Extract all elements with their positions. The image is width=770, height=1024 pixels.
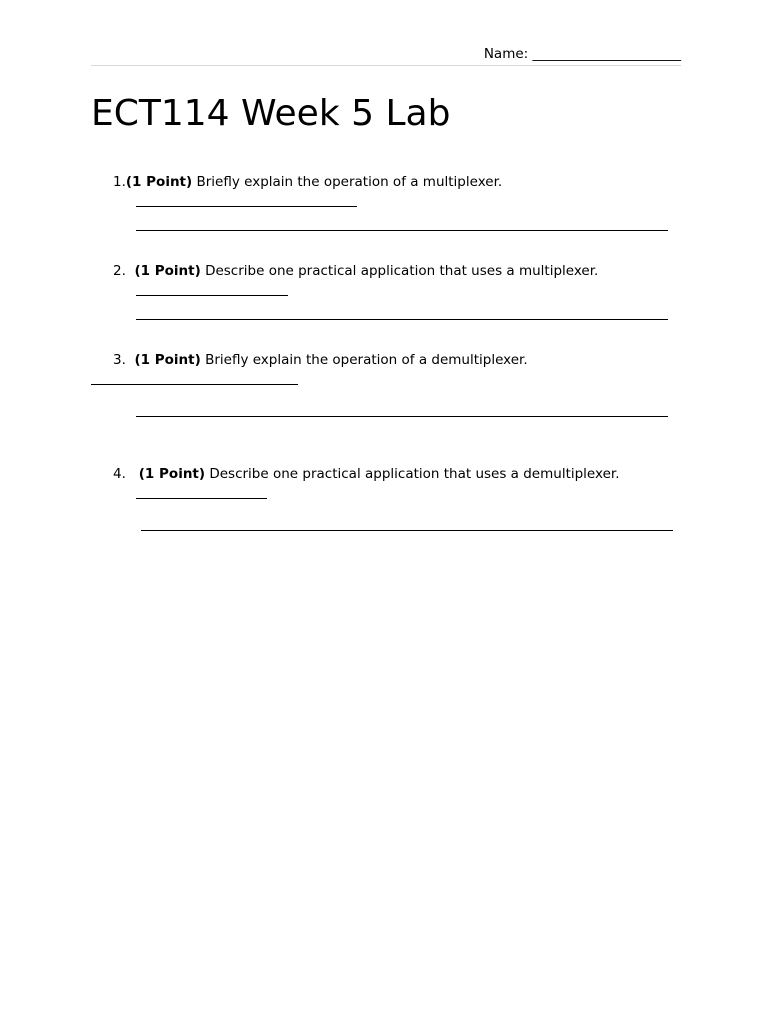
answer-line: [136, 295, 288, 296]
page-title: ECT114 Week 5 Lab: [91, 93, 451, 134]
question-1: [113, 173, 502, 191]
question-2-number: 2.: [113, 263, 126, 279]
answer-line: [141, 530, 673, 531]
question-3: [113, 351, 528, 369]
question-4-points: (1 Point): [138, 466, 206, 482]
question-3-number: 3.: [113, 352, 126, 368]
question-3-points: (1 Point): [134, 352, 201, 368]
page-header: [91, 44, 681, 66]
answer-line: [91, 384, 298, 385]
question-4: [113, 465, 619, 483]
name-field-label: Name: ______________________: [483, 46, 681, 62]
answer-line: [136, 498, 267, 499]
question-4-number: 4.: [113, 466, 126, 482]
question-2: [113, 262, 598, 280]
question-2-text: Describe one practical application that uses a multiplexer.: [200, 263, 599, 279]
question-3-text: Briefly explain the operation of a demultiplexer.: [200, 352, 528, 368]
answer-line: [136, 319, 668, 320]
answer-line: [136, 416, 668, 417]
question-4-text: Describe one practical application that uses a demultiplexer.: [205, 466, 620, 482]
question-2-points: (1 Point): [134, 263, 201, 279]
question-1-points: (1 Point): [125, 174, 193, 190]
answer-line: [136, 230, 668, 231]
question-1-number: 1.: [113, 174, 126, 190]
question-1-text: Briefly explain the operation of a multiplexer.: [192, 174, 503, 190]
answer-line: [136, 206, 357, 207]
